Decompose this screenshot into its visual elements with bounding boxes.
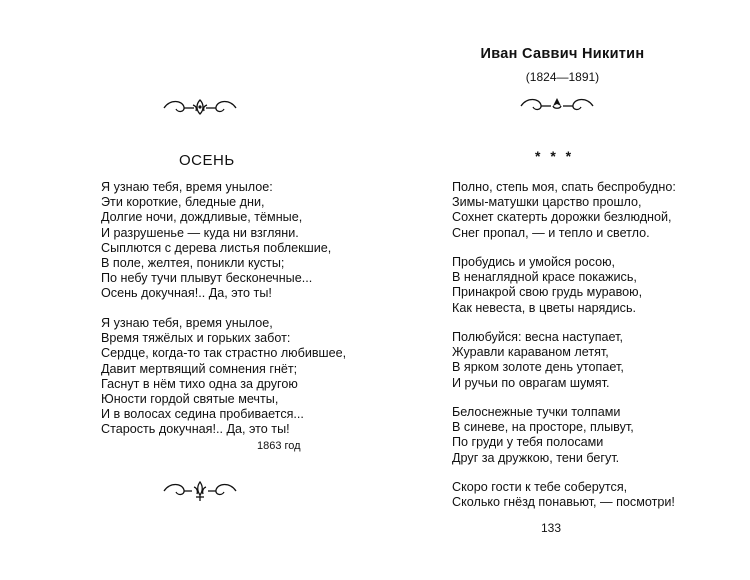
stanza: [452, 180, 676, 241]
poem-line: Полно, степь моя, спать беспробудно:: [452, 180, 676, 194]
stanza: [452, 330, 624, 391]
page-number: 133: [541, 521, 562, 535]
poem-line: Давит мертвящий сомнения гнёт;: [101, 361, 298, 376]
poem-line: Полюбуйся: весна наступает,: [452, 330, 624, 344]
poem-line: Эти короткие, бледные дни,: [101, 195, 265, 210]
poem-line: В ненаглядной красе покажись,: [452, 270, 637, 285]
fleur-de-lis-ornament-icon: [160, 479, 240, 503]
poem-line: Гаснут в нём тихо одна за другою: [101, 376, 298, 391]
stanza: [452, 255, 642, 316]
poem-line: И в волосах седина пробивается...: [101, 407, 304, 422]
poem-line: И разрушенье — куда ни взгляни.: [101, 225, 299, 240]
poem-line: Осень докучная!.. Да, это ты!: [101, 286, 272, 301]
poem-line: Скоро гости к тебе соберутся,: [452, 480, 628, 494]
poem-line: Как невеста, в цветы нарядись.: [452, 300, 637, 315]
poem-line: В поле, желтея, поникли кусты;: [101, 256, 285, 271]
poem-line: Зимы-матушки царство прошло,: [452, 195, 642, 210]
section-stars: * * *: [535, 148, 575, 164]
poem-line: Принакрой свою грудь муравою,: [452, 285, 643, 300]
stanza: [101, 180, 331, 302]
author-name: Иван Саввич Никитин: [480, 46, 645, 62]
right-page: [375, 0, 750, 580]
poem-line: По груди у тебя полосами: [452, 435, 604, 450]
poem-title: ОСЕНЬ: [179, 152, 235, 169]
poem-line: Белоснежные тучки толпами: [452, 405, 621, 419]
poem-line: Долгие ночи, дождливые, тёмные,: [101, 210, 303, 225]
poem-line: Сколько гнёзд понавьют, — посмотри!: [452, 495, 675, 510]
poem-line: Журавли караваном летят,: [452, 345, 609, 360]
flourish-ornament-icon: [160, 96, 240, 118]
poem-line: Старость докучная!.. Да, это ты!: [101, 422, 290, 437]
poem-line: В синеве, на просторе, плывут,: [452, 420, 634, 435]
poem-line: Пробудись и умойся росою,: [452, 255, 616, 269]
poem-line: Друг за дружкою, тени бегут.: [452, 450, 620, 465]
poem-line: Время тяжёлых и горьких забот:: [101, 331, 291, 346]
author-years: (1824—1891): [525, 70, 600, 84]
poem-date: 1863 год: [257, 440, 301, 452]
poem-line: Я узнаю тебя, время унылое,: [101, 316, 273, 330]
poem-line: Сердце, когда-то так страстно любившее,: [101, 346, 347, 361]
poem-line: Снег пропал, — и тепло и светло.: [452, 225, 650, 240]
flourish-ornament-icon: [517, 94, 597, 116]
poem-line: Сыплются с дерева листья поблекшие,: [101, 240, 332, 255]
poem-line: По небу тучи плывут бесконечные...: [101, 271, 313, 286]
stanza: [452, 480, 675, 510]
poem-line: Сохнет скатерть дорожки безлюдной,: [452, 210, 672, 225]
poem-line: Юности гордой святые мечты,: [101, 392, 279, 407]
stanza: [101, 316, 346, 438]
stanza: [452, 405, 634, 466]
poem-line: В ярком золоте день утопает,: [452, 360, 624, 375]
poem-line: И ручьи по оврагам шумят.: [452, 375, 610, 390]
poem-line: Я узнаю тебя, время унылое:: [101, 180, 273, 194]
